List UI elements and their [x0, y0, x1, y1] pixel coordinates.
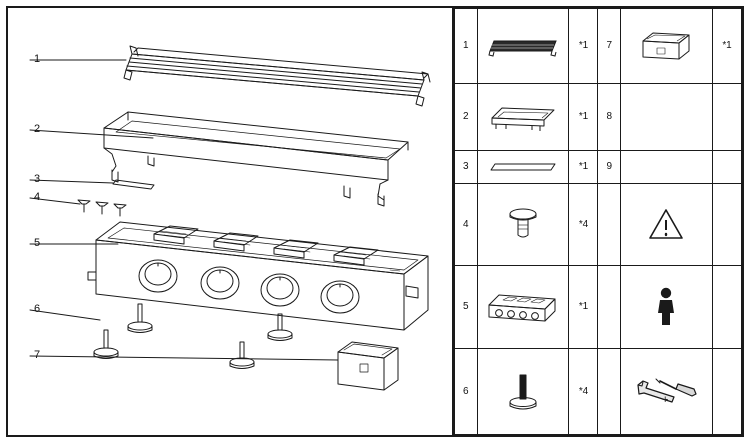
person-icon: [621, 266, 712, 348]
leader-line-7: [30, 356, 338, 360]
part-number-7: 7: [598, 9, 621, 84]
control-knob-3: [261, 274, 299, 306]
table-row: [455, 9, 742, 84]
part-qty-6: *4: [569, 348, 598, 434]
part-image-7: [621, 9, 713, 84]
control-knob-1: [139, 260, 177, 292]
callout-number-2: 2: [34, 123, 41, 135]
tools-icon: [621, 349, 712, 434]
callout-number-3: 3: [34, 173, 41, 185]
part-qty-7: *1: [712, 9, 741, 84]
part-qty-2: *1: [569, 83, 598, 150]
table-row: [455, 83, 742, 150]
exploded-diagram-drawing: [8, 8, 452, 435]
symbol-cell-person: [621, 266, 713, 349]
leader-line-3: [30, 180, 113, 183]
leader-line-6: [30, 310, 100, 320]
part-image-1: [477, 9, 569, 84]
burner-4: [334, 247, 378, 265]
symbol-number-warning: [598, 183, 621, 266]
part-image-8: [621, 83, 713, 150]
symbol-cell-warning: [621, 183, 713, 266]
symbol-qty-tools: [712, 348, 741, 434]
screw-3: [114, 204, 126, 216]
symbol-qty-person: [712, 266, 741, 349]
callout-number-7: 7: [34, 349, 41, 361]
part-number-2: 2: [455, 83, 478, 150]
rod-icon: [478, 151, 569, 183]
part-image-9: [621, 150, 713, 183]
part-number-9: 9: [598, 150, 621, 183]
part-number-8: 8: [598, 83, 621, 150]
part-griddle-plate: [104, 112, 408, 206]
part-qty-4: *4: [569, 183, 598, 266]
part-qty-5: *1: [569, 266, 598, 349]
burner-box-icon: [478, 266, 569, 348]
screw-1: [78, 200, 90, 212]
part-number-3: 3: [455, 150, 478, 183]
foot-3: [94, 330, 118, 359]
foot-1: [128, 304, 152, 333]
table-row: [455, 183, 742, 266]
table-row: [455, 348, 742, 434]
warming-rack-icon: [478, 9, 569, 83]
part-bracket: [338, 342, 398, 390]
part-screws: [78, 200, 126, 216]
foot-2: [268, 314, 292, 341]
part-number-6: 6: [455, 348, 478, 434]
table-row: [455, 150, 742, 183]
burner-3: [274, 240, 318, 258]
symbol-number-person: [598, 266, 621, 349]
part-rod: [113, 180, 154, 189]
screw-2: [96, 202, 108, 214]
foot-icon: [478, 349, 569, 434]
part-warming-rack: [124, 46, 430, 106]
symbol-number-tools: [598, 348, 621, 434]
part-image-6: [477, 348, 569, 434]
part-image-5: [477, 266, 569, 349]
callout-number-6: 6: [34, 303, 41, 315]
part-qty-1: *1: [569, 9, 598, 84]
part-image-4: [477, 183, 569, 266]
control-knob-2: [201, 267, 239, 299]
warning-triangle-icon: [621, 184, 712, 266]
part-image-2: [477, 83, 569, 150]
parts-table-grid: [454, 8, 742, 435]
callout-number-4: 4: [34, 191, 41, 203]
part-qty-9: [712, 150, 741, 183]
part-number-5: 5: [455, 266, 478, 349]
part-burner-box: [88, 222, 428, 330]
symbol-qty-warning: [712, 183, 741, 266]
part-number-4: 4: [455, 183, 478, 266]
part-qty-8: [712, 83, 741, 150]
control-knob-4: [321, 281, 359, 313]
callout-number-1: 1: [34, 53, 41, 65]
svg-text:+: +: [662, 394, 669, 407]
bracket-icon: [621, 9, 712, 83]
callout-number-5: 5: [34, 237, 41, 249]
griddle-plate-icon: [478, 84, 569, 150]
parts-table: [454, 8, 742, 435]
part-number-1: 1: [455, 9, 478, 84]
foot-4: [230, 342, 254, 369]
part-image-3: [477, 150, 569, 183]
symbol-cell-tools: [621, 348, 713, 434]
exploded-diagram: [8, 8, 452, 435]
part-qty-3: *1: [569, 150, 598, 183]
screw-icon: [478, 184, 569, 266]
table-row: [455, 266, 742, 349]
